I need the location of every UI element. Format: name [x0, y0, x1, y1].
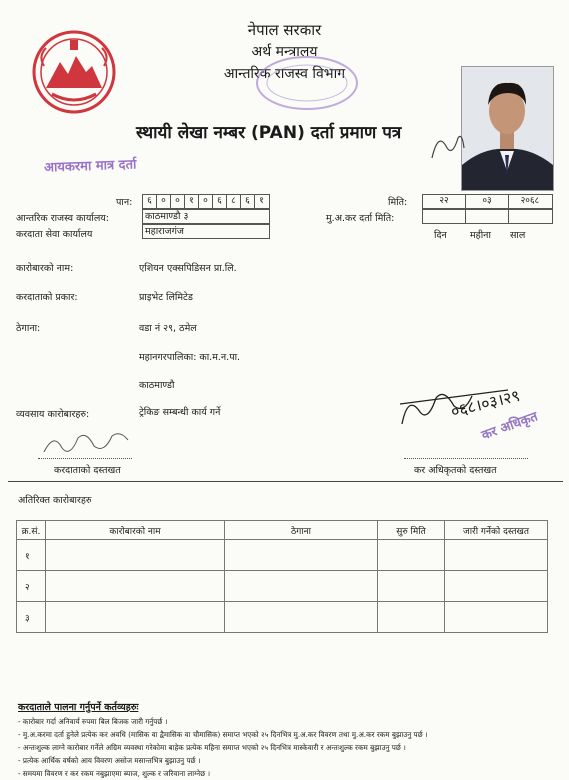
registration-stamp: आयकरमा मात्र दर्ता	[43, 157, 137, 176]
taxpayer-type-value: प्राइभेट लिमिटेड	[139, 292, 193, 303]
business-name-value: एशियन एक्सपिडिसन प्रा.लि.	[139, 263, 237, 274]
vat-date-label: मु.अ.कर दर्ता मिति:	[326, 213, 395, 224]
taxpayer-signature	[40, 424, 132, 460]
note-item: - अन्तःशुल्क लाग्ने कारोबार गर्नेले अग्रिम व्यवस्था गरेकोमा बाहेक प्रत्येक महिना समाप्त भएको २५ दिनभित्र मास्केवारी र अन्तःशुल्क रकम बुझाउनु पर्छ ।	[18, 743, 406, 752]
row-number: २	[17, 571, 46, 602]
header-line1: नेपाल सरकार	[247, 21, 322, 39]
address-municipality: महानगरपालिका: का.म.न.पा.	[139, 352, 241, 363]
table-row	[17, 540, 548, 571]
note-item: - प्रत्येक आर्थिक वर्षको आय विवरण असोज मसान्तभित्र बुझाउनु पर्छ ।	[18, 756, 201, 765]
row-number: ३	[17, 602, 46, 633]
date-day: २२	[423, 195, 466, 208]
pan-digit: ०	[199, 195, 213, 208]
pan-digit: १	[259, 196, 264, 206]
irs-office-label: आन्तरिक राजस्व कार्यालय:	[16, 213, 109, 224]
activity-label: व्यवसाय कारोबारहरु:	[16, 409, 90, 420]
tso-box	[142, 224, 270, 239]
pan-digit: १	[185, 195, 199, 208]
extra-businesses-table	[16, 520, 548, 633]
date-label: मिति:	[388, 197, 408, 208]
note-item: - कारोबार गर्दा अनिवार्य रुपमा बिल बिजक जारी गर्नुपर्छ ।	[18, 717, 168, 726]
col-start-date: सुरु मिति	[378, 521, 445, 540]
date-header-day: दिन	[434, 230, 447, 241]
tso-label: करदाता सेवा कार्यालय	[16, 229, 93, 240]
table-header-row	[17, 521, 548, 540]
certificate-title: स्थायी लेखा नम्बर (PAN) दर्ता प्रमाण पत्र	[136, 123, 402, 143]
taxpayer-sign-label: करदाताको दस्तखत	[54, 465, 121, 476]
date-box	[422, 194, 553, 209]
pan-digit: ०	[171, 195, 185, 208]
date-year: २०६८	[520, 196, 540, 206]
date-month: ०३	[466, 195, 509, 208]
date-header-month: महीना	[470, 230, 491, 241]
header-line3: आन्तरिक राजस्व विभाग	[223, 66, 346, 82]
address-ward: वडा नं २९, ठमेल	[139, 323, 197, 334]
header-line2: अर्थ मन्त्रालय	[251, 44, 318, 60]
row-number: १	[17, 540, 46, 571]
pan-digit: ८	[227, 195, 241, 208]
pan-digit: ६	[213, 195, 227, 208]
col-sn: क्र.सं.	[17, 521, 46, 540]
address-label: ठेगाना:	[16, 323, 41, 334]
officer-sign-date: ०६८।०३।२९	[448, 385, 522, 422]
pan-number-box	[142, 194, 270, 209]
activity-value: ट्रेकिङ सम्बन्धी कार्य गर्ने	[139, 407, 221, 418]
pan-label: पान:	[116, 197, 133, 208]
col-address: ठेगाना	[225, 521, 378, 540]
pan-digit: ६	[241, 195, 255, 208]
note-item: - मु.अ.करमा दर्ता हुनेले प्रत्येक कर अवधि (मासिक वा द्वैमासिक वा चौमासिक) समाप्त भएको २५ दिनभित्र मु.अ.कर विवरण तथा मु.अ.कर रकम बुझाउनु पर्छ ।	[18, 730, 428, 739]
table-row	[17, 571, 548, 602]
pan-digit: ०	[157, 195, 171, 208]
irs-office-value: काठमाण्डौ ३	[145, 211, 189, 222]
officer-stamp: कर अधिकृत	[479, 409, 540, 444]
note-item: - समयमा विवरण र कर रकम नबुझाएमा ब्याज, शुल्क र जरिवाना लाग्नेछ ।	[18, 769, 211, 778]
officer-sign-label: कर अधिकृतको दस्तखत	[414, 465, 497, 476]
divider	[8, 481, 563, 482]
notes-title: करदाताले पालना गर्नुपर्ने कर्तव्यहरुः	[18, 702, 139, 713]
col-business-name: कारोबारको नाम	[46, 521, 225, 540]
irs-office-box	[142, 209, 270, 224]
business-name-label: कारोबारको नाम:	[16, 263, 74, 274]
vat-date-box	[422, 209, 553, 224]
title-scribble	[428, 128, 468, 164]
col-issuer-signature: जारी गर्नेको दस्तखत	[445, 521, 548, 540]
table-row	[17, 602, 548, 633]
notes-list	[18, 715, 563, 780]
date-header-year: साल	[510, 230, 526, 241]
tso-value: महाराजगंज	[145, 226, 184, 237]
taxpayer-sign-line	[38, 458, 132, 459]
address-district: काठमाण्डौ	[139, 380, 175, 391]
officer-sign-line	[404, 458, 528, 459]
office-stamp	[252, 52, 362, 114]
taxpayer-photo	[461, 66, 554, 191]
extra-title: अतिरिक्त कारोबारहरु	[18, 495, 92, 506]
pan-digit: ६	[143, 195, 157, 208]
taxpayer-type-label: करदाताको प्रकार:	[16, 292, 78, 303]
